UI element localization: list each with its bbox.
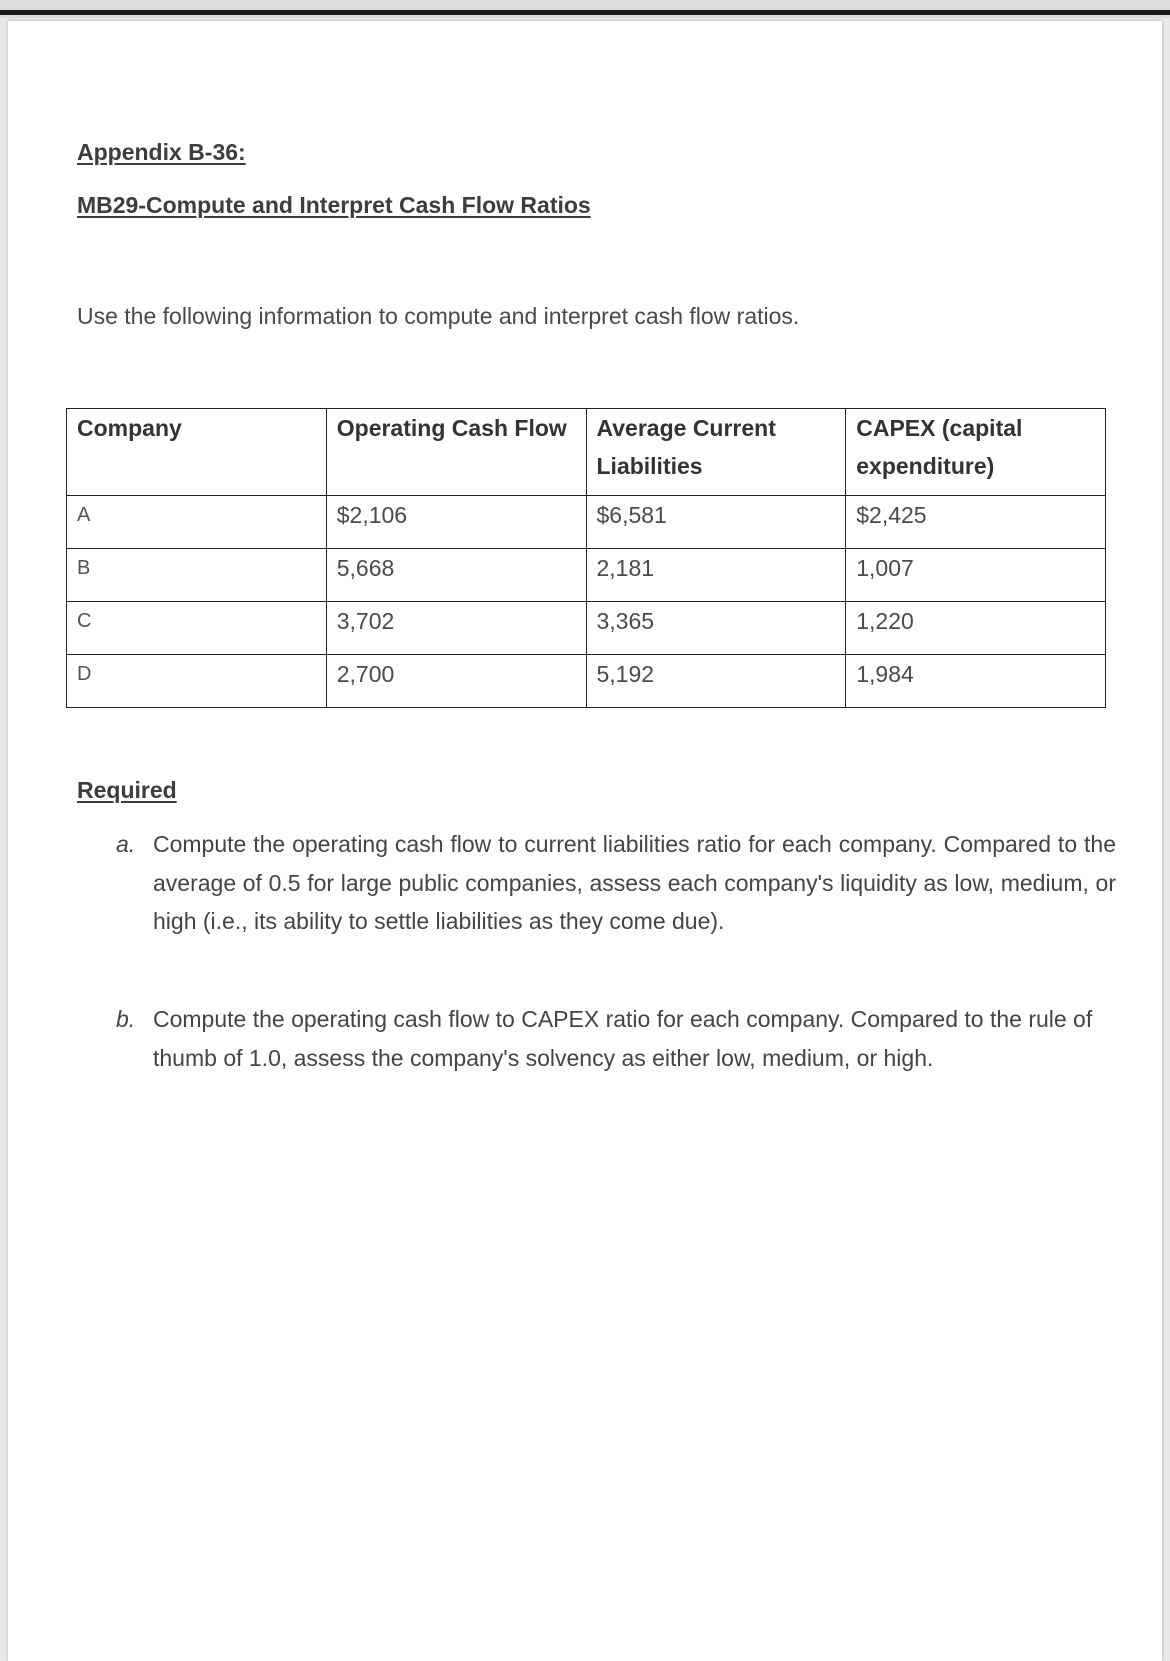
cell-capex: $2,425 (846, 496, 1106, 549)
cell-average-current-liabilities: 2,181 (586, 549, 846, 602)
required-heading: Required (77, 777, 177, 803)
cell-company: A (67, 496, 327, 549)
cell-operating-cash-flow: 2,700 (326, 655, 586, 708)
header-operating-cash-flow: Operating Cash Flow (326, 409, 586, 496)
table-row (67, 655, 1106, 708)
cash-flow-table (66, 408, 1106, 708)
header-company: Company (67, 409, 327, 496)
item-text: Compute the operating cash flow to current liabilities ratio for each company. Compared to the average of 0.5 for large public companies, assess each company's liquidity as low, medium, or high (i.e., its ability to settle liabilities as they come due). (153, 831, 1116, 934)
cell-operating-cash-flow: $2,106 (326, 496, 586, 549)
table-row (67, 602, 1106, 655)
intro-text: Use the following information to compute and interpret cash flow ratios. (77, 303, 800, 329)
cell-capex: 1,220 (846, 602, 1106, 655)
required-item-b (116, 1000, 1116, 1077)
item-text: Compute the operating cash flow to CAPEX ratio for each company. Compared to the rule of thumb of 1.0, assess the company's solvency as either low, medium, or high. (153, 1006, 1093, 1071)
cell-average-current-liabilities: $6,581 (586, 496, 846, 549)
item-marker: a. (116, 831, 136, 857)
cell-average-current-liabilities: 3,365 (586, 602, 846, 655)
required-item-a (116, 825, 1116, 941)
cell-capex: 1,007 (846, 549, 1106, 602)
cell-operating-cash-flow: 5,668 (326, 549, 586, 602)
item-marker: b. (116, 1006, 136, 1032)
problem-title: MB29-Compute and Interpret Cash Flow Ratios (77, 192, 591, 218)
cell-company: B (67, 549, 327, 602)
table-row (67, 496, 1106, 549)
cell-average-current-liabilities: 5,192 (586, 655, 846, 708)
window-top-bar (0, 0, 1170, 18)
table-header-row (67, 409, 1106, 496)
appendix-title: Appendix B-36: (77, 139, 246, 165)
table-row (67, 549, 1106, 602)
cell-capex: 1,984 (846, 655, 1106, 708)
top-border-line (0, 10, 1170, 15)
cell-operating-cash-flow: 3,702 (326, 602, 586, 655)
cell-company: D (67, 655, 327, 708)
header-capex: CAPEX (capital expenditure) (846, 409, 1106, 496)
header-average-current-liabilities: Average Current Liabilities (586, 409, 846, 496)
cell-company: C (67, 602, 327, 655)
document-page (8, 21, 1162, 1661)
